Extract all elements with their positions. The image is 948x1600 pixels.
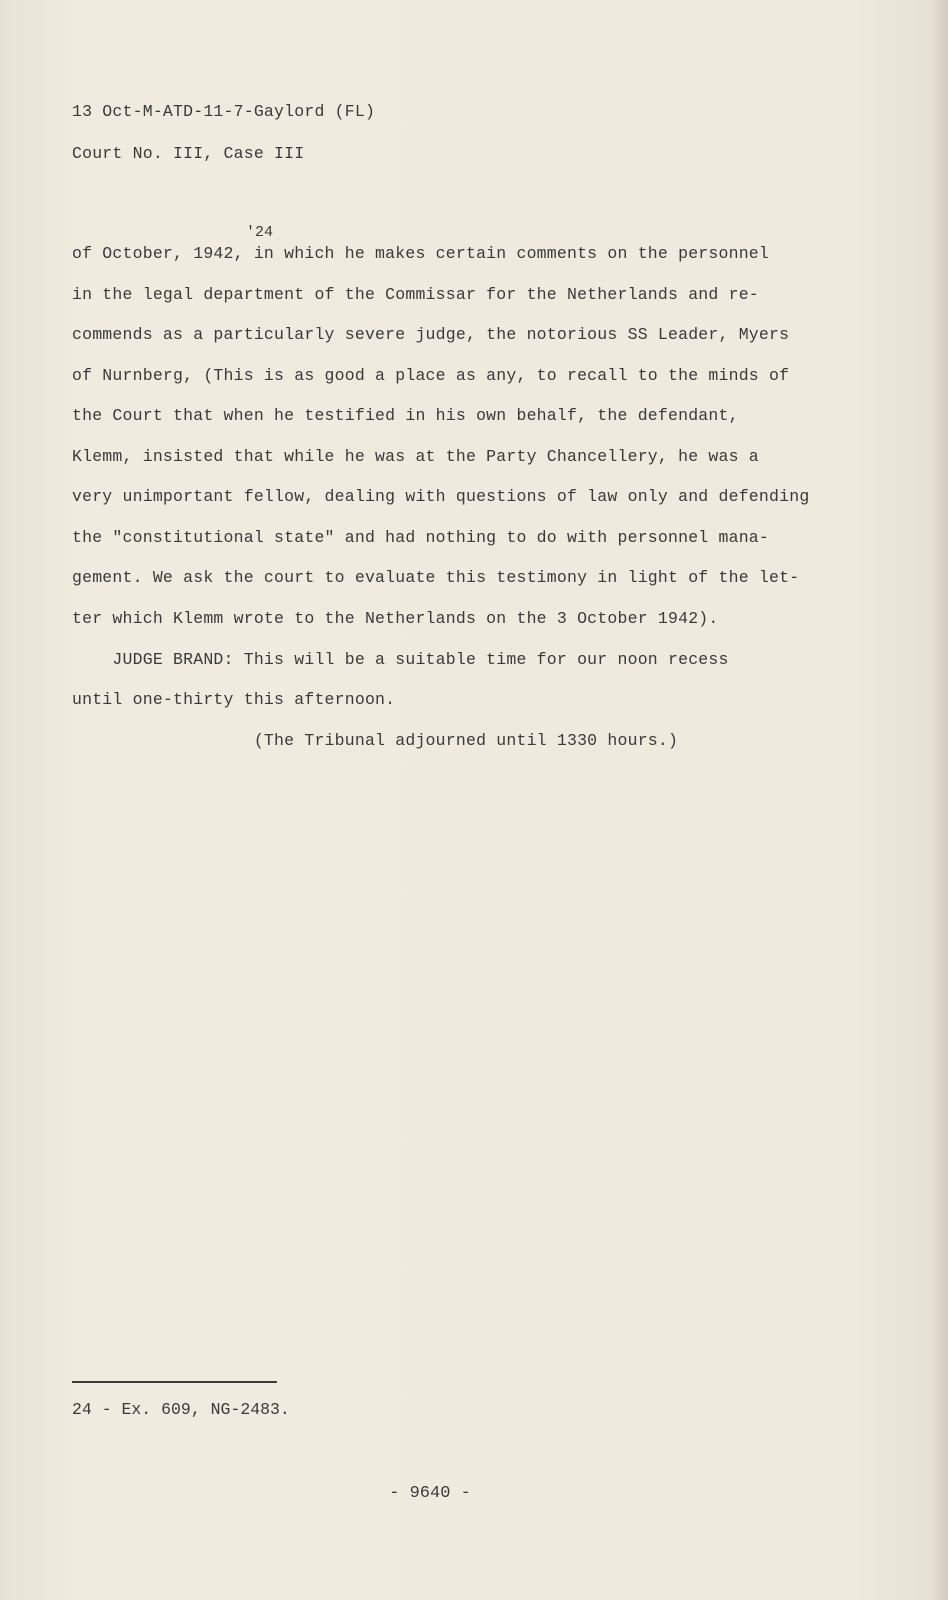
- body-line: ter which Klemm wrote to the Netherlands on the 3 October 1942).: [72, 609, 719, 628]
- body-line: the "constitutional state" and had nothing to do with personnel mana-: [72, 528, 770, 547]
- header-court: Court No. III, Case III: [72, 144, 305, 163]
- body-line: gement. We ask the court to evaluate this testimony in light of the let-: [72, 568, 800, 587]
- body-line: of October, 1942, in which he makes certain comments on the personnel: [72, 244, 770, 263]
- body-line: of Nurnberg, (This is as good a place as any, to recall to the minds of: [72, 366, 790, 385]
- body-line: commends as a particularly severe judge, the notorious SS Leader, Myers: [72, 325, 790, 344]
- body-line: the Court that when he testified in his own behalf, the defendant,: [72, 406, 739, 425]
- body-line: very unimportant fellow, dealing with questions of law only and defending: [72, 487, 810, 506]
- body-line: Klemm, insisted that while he was at the Party Chancellery, he was a: [72, 447, 759, 466]
- header-reference: 13 Oct-M-ATD-11-7-Gaylord (FL): [72, 102, 376, 121]
- adjournment-note: (The Tribunal adjourned until 1330 hours.): [72, 731, 679, 750]
- body-line: in the legal department of the Commissar for the Netherlands and re-: [72, 285, 759, 304]
- judge-statement-cont: until one-thirty this afternoon.: [72, 690, 396, 709]
- page-edge-shadow: [932, 0, 948, 1600]
- footnote-divider: [72, 1381, 277, 1383]
- page-number: - 9640 -: [389, 1484, 471, 1503]
- footnote-marker: '24: [246, 224, 274, 241]
- footnote-text: 24 - Ex. 609, NG-2483.: [72, 1400, 290, 1419]
- judge-statement: JUDGE BRAND: This will be a suitable time for our noon recess: [72, 650, 729, 669]
